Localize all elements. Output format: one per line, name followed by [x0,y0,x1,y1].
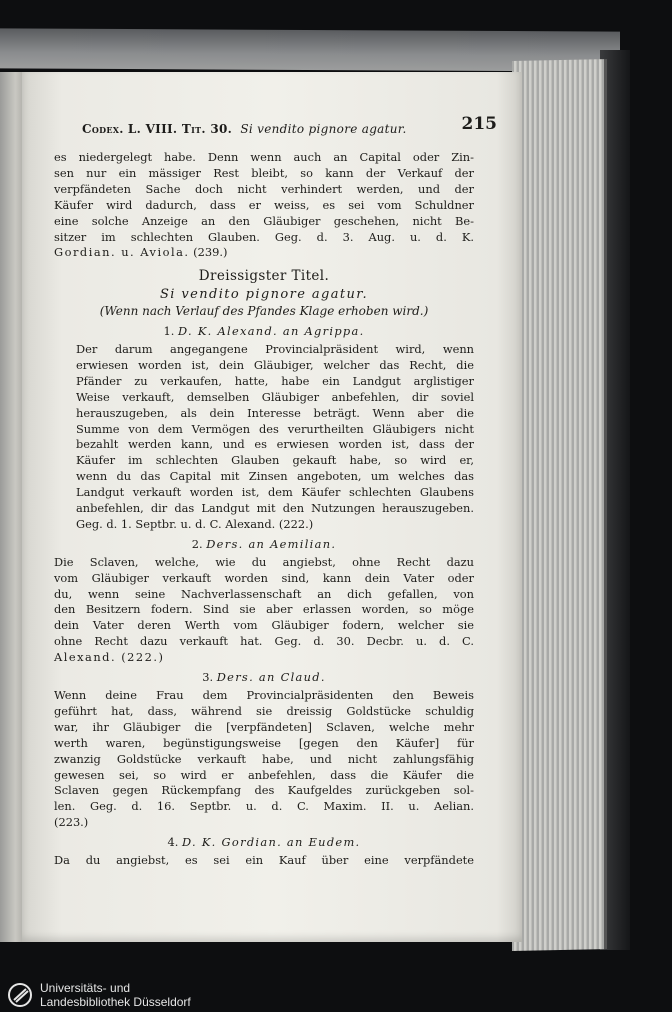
text-line: verpfändeten Sache doch nicht verhindert werden, und der [54,181,474,196]
page-number: 215 [461,114,497,134]
text-line: dein Vater deren Werth vom Gläubiger fodern, welcher sie [54,618,474,633]
law-heading [54,835,474,851]
text-line: erwiesen worden ist, dein Gläubiger, welcher das Recht, die [76,357,474,372]
text-line: bezahlt werden kann, und es erwiesen worden ist, dass der [76,437,474,452]
running-header [82,114,497,138]
paragraph-continued [54,150,474,261]
text-line: Käufer wird dadurch, dass er weiss, es sei vom Schuldner [54,197,474,212]
text-line: Pfänder zu verkaufen, hatte, habe ein Landgut arglistiger [76,373,474,388]
text-line: Der darum angegangene Provincialpräsident wird, wenn [76,341,474,356]
law-number: 4. [167,835,179,850]
law-paragraph [54,342,474,533]
law-number: 1. [163,324,175,339]
text-line: (223.) [54,815,89,830]
section-title: Dreissigster Titel. [198,268,330,285]
text-line: werth waren, begünstigungsweise [gegen den Käufer] für [54,735,474,750]
law-heading [54,670,474,686]
law-heading [54,324,474,340]
text-line: Sclaven gegen Rückempfang des Kaufgeldes zurückgeben sol- [54,783,474,798]
text-line: Geg. d. 1. Septbr. u. d. C. Alexand. (222.) [76,516,314,531]
text-line: anbefehlen, dir das Landgut mit den Nutzungen herauszugeben. [76,501,474,516]
text-line: eine solche Anzeige an den Gläubiger geschehen, nicht Be- [54,213,474,228]
law-number: 2. [191,536,203,551]
law-paragraph [54,555,474,666]
page-block-edge [512,59,607,951]
right-page [22,72,522,942]
section-subtitle-latin: Si vendito pignore agatur. [159,287,369,303]
law-paragraph [54,688,474,831]
text-line: Käufer im schlechten Glauben gekauft habe, so wird er, [76,453,474,468]
text-line: Alexand. (222.) [54,650,165,665]
text-line: du, wenn seine Nachverlassenschaft an dich gefallen, von [54,586,474,601]
text-line: Summe von dem Vermögen des verurtheilten Gläubigers nicht [76,421,474,436]
text-line: Da du angiebst, es sei ein Kauf über eine verpfändete [54,853,474,868]
library-logo-icon [6,981,34,1009]
law-author: Ders. an Claud. [216,670,326,685]
text-line: herauszugeben, als dein Interesse beträgt. Wenn aber die [76,405,474,420]
law-author: D. K. Gordian. an Eudem. [182,835,361,850]
text-line: Wenn deine Frau dem Provincialpräsidenten den Beweis [54,688,474,702]
emperor-names: Gordian. u. Aviola. [54,245,190,260]
text-line: Weise verkauft, demselben Gläubiger anbefehlen, dir soviel [76,389,474,404]
running-title [82,122,407,136]
law-paragraph [54,853,474,869]
text-line: es niedergelegt habe. Denn wenn auch an Capital oder Zin- [54,150,474,164]
text-line: wenn du das Capital mit Zinsen angeboten, um welches das [76,469,474,484]
library-name-line1: Universitäts- und [40,981,131,995]
text-line [54,245,474,261]
left-page-sliver [0,72,23,942]
text-line: sen nur ein mässiger Rest bleibt, so kann der Verkauf der [54,165,474,180]
text-line: Die Sclaven, welche, wie du angiebst, ohne Recht dazu [54,554,474,569]
text-line: ohne Recht dazu verkauft hat. Geg. d. 30. Decbr. u. d. C. [54,634,474,649]
law-heading [54,537,474,553]
codex-label: Codex. [82,122,124,136]
year-ref: (239.) [193,245,228,260]
section-subtitle-german: (Wenn nach Verlauf des Pfandes Klage erhoben wird.) [99,304,429,319]
text-line: zwanzig Goldstücke verkauft habe, und nicht zahlungsfähig [54,751,474,766]
book-title-ref: L. VIII. Tit. 30. [127,122,233,136]
text-line: Landgut verkauft worden ist, dem Käufer schlechten Glaubens [76,485,474,500]
text-line: sitzer im schlechten Glauben. Geg. d. 3. Aug. u. d. K. [54,229,474,244]
page-body [54,150,474,869]
library-footer [0,978,672,1012]
law-number: 3. [202,670,214,685]
text-line: war, ihr Gläubiger die [verpfändeten] Sclaven, welche mehr [54,719,474,734]
title-ref: Si vendito pignore agatur. [240,122,407,136]
law-author: Ders. an Aemilian. [206,536,337,551]
text-line: geführt hat, dass, während sie dreissig Goldstücke schuldig [54,703,474,718]
text-line: den Besitzern fodern. Sind sie aber erlassen worden, so möge [54,602,474,617]
text-line: gewesen sei, so wird er anbefehlen, dass die Käufer die [54,767,474,782]
library-name-line2: Landesbibliothek Düsseldorf [40,995,191,1009]
text-line: vom Gläubiger verkauft worden sind, kann dein Vater oder [54,570,474,585]
law-author: D. K. Alexand. an Agrippa. [177,324,365,339]
text-line: len. Geg. d. 16. Septbr. u. d. C. Maxim. II. u. Aelian. [54,799,474,814]
